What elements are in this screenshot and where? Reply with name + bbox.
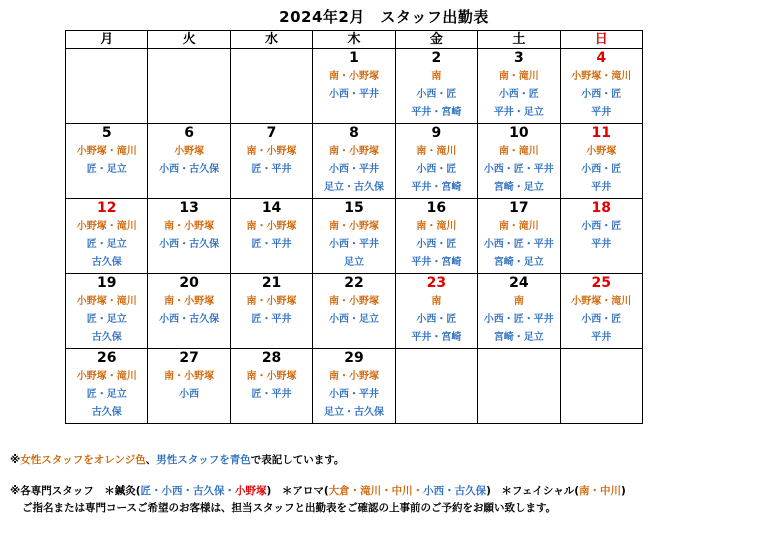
female-staff-names: 南・小野塚 bbox=[164, 221, 215, 232]
male-staff-names: 匠・平井 bbox=[251, 314, 292, 325]
staff-line bbox=[313, 311, 394, 329]
day-cell bbox=[230, 124, 312, 199]
male-staff-names: 古久保 bbox=[91, 257, 122, 268]
staff-line bbox=[478, 104, 559, 122]
note-segment: 女性スタッフをオレンジ色 bbox=[20, 454, 146, 466]
staff-line bbox=[148, 311, 229, 329]
day-cell bbox=[478, 274, 560, 349]
staff-line bbox=[313, 386, 394, 404]
staff-line bbox=[66, 404, 147, 422]
staff-line bbox=[66, 311, 147, 329]
male-staff-names: 小西・足立 bbox=[328, 314, 379, 325]
staff-line bbox=[66, 218, 147, 236]
day-cell bbox=[66, 349, 148, 424]
male-staff-names: 匠・足立 bbox=[86, 389, 127, 400]
staff-line bbox=[231, 293, 312, 311]
male-staff-names: 小西 bbox=[179, 389, 200, 400]
day-number: 22 bbox=[344, 275, 364, 291]
weekday-header: 月 bbox=[66, 31, 148, 49]
week-row bbox=[66, 49, 643, 124]
day-number: 26 bbox=[96, 350, 117, 366]
staff-line bbox=[148, 161, 229, 179]
male-staff-names: 小西・平井 bbox=[328, 164, 379, 175]
day-number: 20 bbox=[179, 275, 199, 291]
male-staff-names: 小西・平井 bbox=[328, 89, 379, 100]
page-title: 2024年2月 スタッフ出勤表 bbox=[279, 8, 489, 26]
note-segment: ) ＊フェイシャル( bbox=[486, 485, 579, 497]
male-staff-names: 匠・平井 bbox=[251, 164, 292, 175]
male-staff-names: 小西・古久保 bbox=[159, 164, 220, 175]
day-cell bbox=[66, 124, 148, 199]
staff-line bbox=[313, 68, 394, 86]
male-staff-names: 匠・足立 bbox=[86, 239, 127, 250]
female-staff-names: 南・滝川 bbox=[498, 71, 539, 82]
male-staff-names: 古久保 bbox=[91, 332, 122, 343]
female-staff-names: 小野塚 bbox=[586, 146, 617, 157]
day-cell bbox=[560, 199, 642, 274]
female-staff-names: 南 bbox=[431, 296, 442, 307]
male-staff-names: 小西・匠 bbox=[416, 239, 457, 250]
female-staff-names: 南・小野塚 bbox=[328, 371, 379, 382]
day-cell bbox=[313, 199, 395, 274]
female-staff-names: 南・小野塚 bbox=[246, 146, 297, 157]
staff-line bbox=[396, 329, 477, 347]
staff-line bbox=[231, 143, 312, 161]
male-staff-names: 足立 bbox=[343, 257, 364, 268]
note-segment: 小西・古久保 bbox=[423, 485, 487, 497]
day-cell bbox=[560, 49, 642, 124]
staff-line bbox=[396, 293, 477, 311]
staff-line bbox=[148, 236, 229, 254]
male-staff-names: 匠・平井 bbox=[251, 389, 292, 400]
day-number: 19 bbox=[96, 275, 117, 291]
female-staff-names: 南・滝川 bbox=[498, 146, 539, 157]
male-staff-names: 小西・匠 bbox=[581, 89, 622, 100]
day-cell bbox=[395, 274, 477, 349]
staff-line bbox=[66, 293, 147, 311]
male-staff-names: 宮崎・足立 bbox=[493, 257, 544, 268]
male-staff-names: 小西・平井 bbox=[328, 389, 379, 400]
day-cell bbox=[66, 274, 148, 349]
staff-line bbox=[396, 179, 477, 197]
male-staff-names: 平井 bbox=[591, 239, 612, 250]
female-staff-names: 小野塚・滝川 bbox=[571, 71, 632, 82]
male-staff-names: 小西・匠 bbox=[581, 164, 622, 175]
staff-line bbox=[396, 218, 477, 236]
female-staff-names: 南・小野塚 bbox=[328, 296, 379, 307]
week-row bbox=[66, 199, 643, 274]
female-staff-names: 小野塚・滝川 bbox=[76, 296, 137, 307]
staff-line bbox=[561, 236, 642, 254]
weekday-header: 土 bbox=[478, 31, 560, 49]
day-cell bbox=[148, 274, 230, 349]
empty-day-cell bbox=[560, 349, 642, 424]
day-cell bbox=[230, 199, 312, 274]
day-number: 27 bbox=[179, 350, 199, 366]
weekday-header: 金 bbox=[395, 31, 477, 49]
day-cell bbox=[560, 124, 642, 199]
staff-line bbox=[148, 218, 229, 236]
empty-day-cell bbox=[230, 49, 312, 124]
week-row bbox=[66, 349, 643, 424]
color-legend-note bbox=[10, 452, 760, 469]
day-cell bbox=[230, 349, 312, 424]
note-segment: ) bbox=[621, 485, 626, 497]
staff-line bbox=[561, 311, 642, 329]
male-staff-names: 小西・古久保 bbox=[159, 314, 220, 325]
male-staff-names: 小西・匠・平井 bbox=[483, 314, 554, 325]
staff-line bbox=[313, 179, 394, 197]
male-staff-names: 小西・匠 bbox=[581, 221, 622, 232]
staff-line bbox=[396, 254, 477, 272]
female-staff-names: 南・滝川 bbox=[498, 221, 539, 232]
day-number: 17 bbox=[509, 200, 529, 216]
staff-line bbox=[313, 218, 394, 236]
day-number: 15 bbox=[344, 200, 364, 216]
weekday-header: 木 bbox=[313, 31, 395, 49]
male-staff-names: 古久保 bbox=[91, 407, 122, 418]
week-row bbox=[66, 274, 643, 349]
day-cell bbox=[395, 49, 477, 124]
day-cell bbox=[313, 124, 395, 199]
note-segment: ) ＊アロマ( bbox=[266, 485, 329, 497]
staff-line bbox=[561, 68, 642, 86]
staff-line bbox=[561, 218, 642, 236]
male-staff-names: 平井 bbox=[591, 107, 612, 118]
day-number: 4 bbox=[596, 50, 607, 66]
staff-line bbox=[66, 386, 147, 404]
male-staff-names: 平井・足立 bbox=[493, 107, 544, 118]
schedule-calendar bbox=[65, 30, 643, 424]
day-cell bbox=[313, 49, 395, 124]
staff-line bbox=[478, 218, 559, 236]
male-staff-names: 小西・平井 bbox=[328, 239, 379, 250]
staff-line bbox=[561, 179, 642, 197]
staff-line bbox=[148, 293, 229, 311]
male-staff-names: 足立・古久保 bbox=[323, 407, 384, 418]
day-number: 2 bbox=[431, 50, 442, 66]
staff-line bbox=[396, 104, 477, 122]
female-staff-names: 小野塚・滝川 bbox=[76, 146, 137, 157]
staff-line bbox=[561, 86, 642, 104]
male-staff-names: 匠・平井 bbox=[251, 239, 292, 250]
day-cell bbox=[395, 124, 477, 199]
day-number: 14 bbox=[261, 200, 282, 216]
staff-line bbox=[478, 311, 559, 329]
day-number: 5 bbox=[101, 125, 112, 141]
empty-day-cell bbox=[148, 49, 230, 124]
note-segment: 南・中川 bbox=[579, 485, 621, 497]
note-segment: 匠・小西・古久保・ bbox=[140, 485, 236, 497]
day-cell bbox=[66, 199, 148, 274]
day-cell bbox=[148, 199, 230, 274]
staff-line bbox=[66, 254, 147, 272]
staff-line bbox=[231, 161, 312, 179]
day-cell bbox=[478, 124, 560, 199]
female-staff-names: 小野塚・滝川 bbox=[571, 296, 632, 307]
female-staff-names: 南・滝川 bbox=[416, 221, 457, 232]
note-segment: 、 bbox=[145, 454, 157, 466]
note-segment: ※各専門スタッフ ＊鍼灸( bbox=[10, 485, 141, 497]
notes bbox=[10, 452, 760, 517]
male-staff-names: 平井 bbox=[591, 332, 612, 343]
day-cell bbox=[478, 49, 560, 124]
staff-line bbox=[313, 254, 394, 272]
female-staff-names: 南・小野塚 bbox=[246, 296, 297, 307]
male-staff-names: 小西・匠・平井 bbox=[483, 239, 554, 250]
staff-line bbox=[231, 311, 312, 329]
staff-line bbox=[66, 368, 147, 386]
female-staff-names: 小野塚 bbox=[174, 146, 205, 157]
empty-day-cell bbox=[478, 349, 560, 424]
staff-line bbox=[396, 86, 477, 104]
note-segment: ※ bbox=[10, 454, 21, 466]
male-staff-names: 宮崎・足立 bbox=[493, 182, 544, 193]
staff-line bbox=[396, 161, 477, 179]
staff-line bbox=[561, 329, 642, 347]
male-staff-names: 足立・古久保 bbox=[323, 182, 384, 193]
staff-line bbox=[561, 293, 642, 311]
day-cell bbox=[148, 124, 230, 199]
day-number: 3 bbox=[513, 50, 524, 66]
staff-line bbox=[396, 68, 477, 86]
staff-line bbox=[478, 143, 559, 161]
staff-line bbox=[313, 293, 394, 311]
staff-line bbox=[231, 386, 312, 404]
male-staff-names: 平井・宮崎 bbox=[411, 257, 462, 268]
day-number: 28 bbox=[261, 350, 282, 366]
male-staff-names: 小西・匠 bbox=[498, 89, 539, 100]
notes-spacer bbox=[10, 469, 760, 483]
female-staff-names: 南・小野塚 bbox=[328, 221, 379, 232]
staff-line bbox=[478, 293, 559, 311]
note-segment: で表記しています。 bbox=[250, 454, 345, 466]
female-staff-names: 小野塚・滝川 bbox=[76, 371, 137, 382]
day-cell bbox=[148, 349, 230, 424]
male-staff-names: 平井・宮崎 bbox=[411, 182, 462, 193]
day-number: 25 bbox=[591, 275, 611, 291]
staff-line bbox=[66, 236, 147, 254]
reservation-note: ご指名または専門コースご希望のお客様は、担当スタッフと出勤表をご確認の上事前のご予約をお願い致します。 bbox=[22, 502, 557, 514]
day-number: 18 bbox=[591, 200, 611, 216]
staff-line bbox=[561, 143, 642, 161]
empty-day-cell bbox=[395, 349, 477, 424]
staff-line bbox=[148, 386, 229, 404]
day-number: 23 bbox=[426, 275, 447, 291]
weekday-header: 火 bbox=[148, 31, 230, 49]
day-number: 1 bbox=[349, 50, 359, 66]
note-segment: 大倉・滝川・中川・ bbox=[328, 485, 424, 497]
female-staff-names: 南 bbox=[513, 296, 524, 307]
staff-line bbox=[231, 236, 312, 254]
day-cell bbox=[560, 274, 642, 349]
staff-line bbox=[396, 143, 477, 161]
staff-line bbox=[313, 161, 394, 179]
specialist-staff-note bbox=[10, 483, 760, 500]
female-staff-names: 南 bbox=[431, 71, 442, 82]
day-number: 29 bbox=[344, 350, 364, 366]
staff-line bbox=[313, 86, 394, 104]
day-number: 6 bbox=[184, 125, 194, 141]
staff-line bbox=[478, 86, 559, 104]
day-number: 21 bbox=[261, 275, 282, 291]
male-staff-names: 匠・足立 bbox=[86, 164, 127, 175]
male-staff-names: 平井・宮崎 bbox=[411, 107, 462, 118]
staff-line bbox=[561, 161, 642, 179]
male-staff-names: 小西・匠・平井 bbox=[483, 164, 554, 175]
day-number: 8 bbox=[349, 125, 359, 141]
day-cell bbox=[478, 199, 560, 274]
staff-line bbox=[66, 329, 147, 347]
week-row bbox=[66, 124, 643, 199]
weekday-header-sunday: 日 bbox=[560, 31, 642, 49]
female-staff-names: 南・小野塚 bbox=[328, 146, 379, 157]
day-cell bbox=[313, 274, 395, 349]
staff-line bbox=[66, 161, 147, 179]
female-staff-names: 小野塚・滝川 bbox=[76, 221, 137, 232]
male-staff-names: 小西・匠 bbox=[581, 314, 622, 325]
day-number: 7 bbox=[266, 125, 277, 141]
day-number: 13 bbox=[179, 200, 199, 216]
staff-line bbox=[478, 254, 559, 272]
staff-line bbox=[231, 218, 312, 236]
day-number: 9 bbox=[431, 125, 442, 141]
female-staff-names: 南・滝川 bbox=[416, 146, 457, 157]
weekday-header: 水 bbox=[230, 31, 312, 49]
day-cell bbox=[230, 274, 312, 349]
empty-day-cell bbox=[66, 49, 148, 124]
staff-line bbox=[478, 161, 559, 179]
staff-line bbox=[231, 368, 312, 386]
female-staff-names: 南・小野塚 bbox=[164, 371, 215, 382]
staff-line bbox=[478, 329, 559, 347]
staff-line bbox=[148, 143, 229, 161]
staff-line bbox=[66, 143, 147, 161]
male-staff-names: 平井 bbox=[591, 182, 612, 193]
male-staff-names: 宮崎・足立 bbox=[493, 332, 544, 343]
staff-line bbox=[148, 368, 229, 386]
day-number: 10 bbox=[509, 125, 529, 141]
day-number: 11 bbox=[591, 125, 611, 141]
male-staff-names: 小西・匠 bbox=[416, 89, 457, 100]
day-number: 24 bbox=[509, 275, 529, 291]
staff-line bbox=[313, 143, 394, 161]
female-staff-names: 南・小野塚 bbox=[246, 371, 297, 382]
staff-line bbox=[478, 179, 559, 197]
note-segment: 男性スタッフを青色 bbox=[156, 454, 251, 466]
staff-line bbox=[396, 236, 477, 254]
staff-line bbox=[396, 311, 477, 329]
female-staff-names: 南・小野塚 bbox=[164, 296, 215, 307]
day-number: 16 bbox=[426, 200, 447, 216]
male-staff-names: 匠・足立 bbox=[86, 314, 127, 325]
male-staff-names: 平井・宮崎 bbox=[411, 332, 462, 343]
day-cell bbox=[395, 199, 477, 274]
day-cell bbox=[313, 349, 395, 424]
staff-line bbox=[478, 68, 559, 86]
staff-line bbox=[313, 404, 394, 422]
weekday-header-row bbox=[66, 31, 643, 49]
staff-line bbox=[313, 368, 394, 386]
male-staff-names: 小西・匠 bbox=[416, 314, 457, 325]
female-staff-names: 南・小野塚 bbox=[246, 221, 297, 232]
female-staff-names: 南・小野塚 bbox=[328, 71, 379, 82]
staff-line bbox=[478, 236, 559, 254]
staff-line bbox=[561, 104, 642, 122]
note-segment: 小野塚 bbox=[235, 485, 267, 497]
male-staff-names: 小西・古久保 bbox=[159, 239, 220, 250]
day-number: 12 bbox=[96, 200, 117, 216]
staff-line bbox=[313, 236, 394, 254]
male-staff-names: 小西・匠 bbox=[416, 164, 457, 175]
